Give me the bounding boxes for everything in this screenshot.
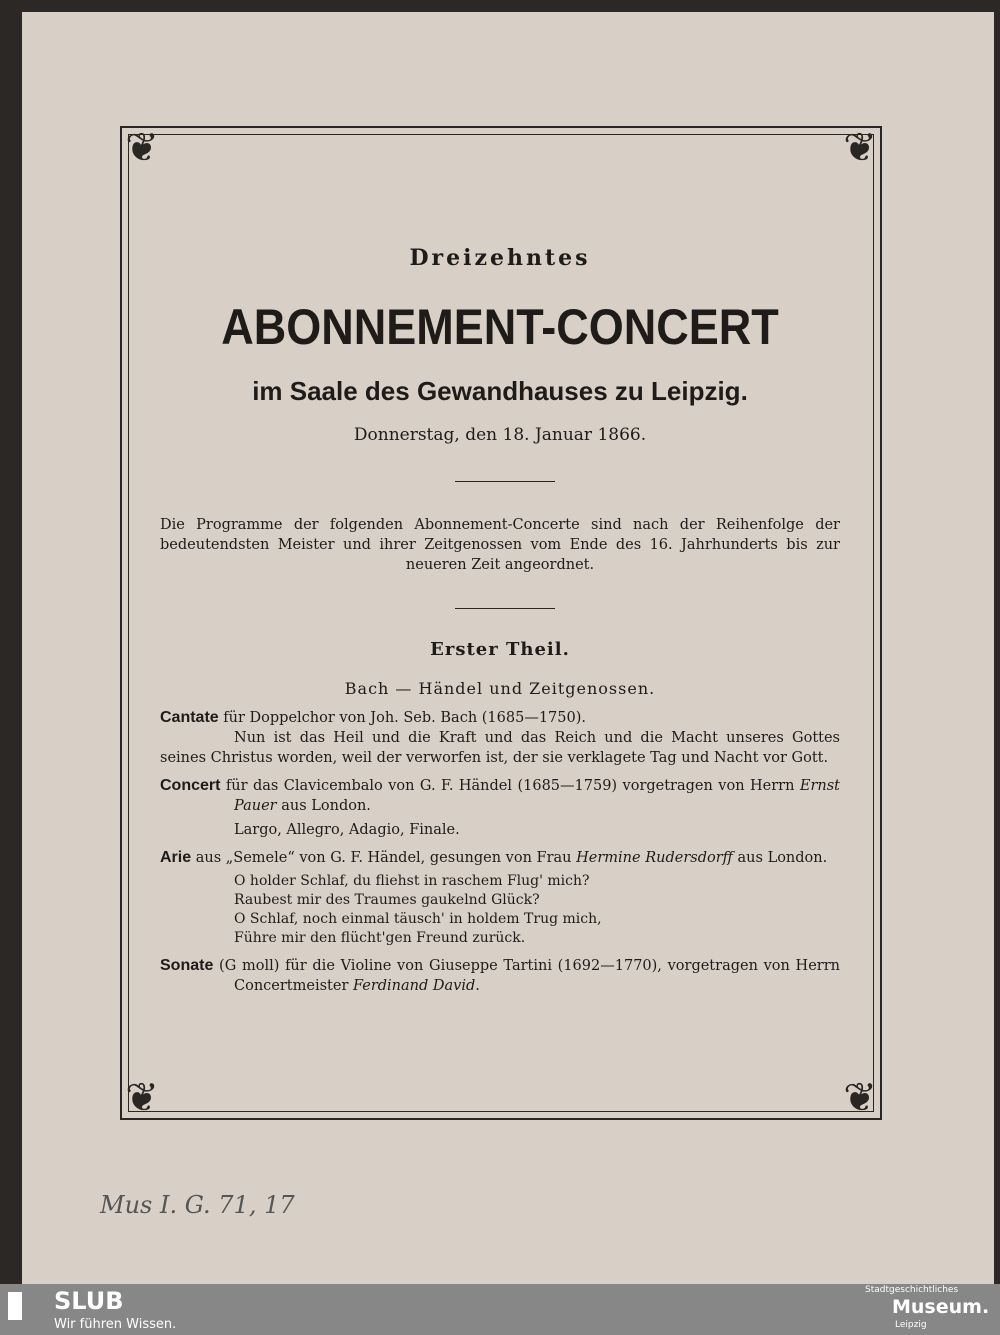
slub-book-icon — [8, 1292, 22, 1320]
part-title: Erster Theil. — [430, 639, 570, 660]
text: Ernst Pauer — [234, 778, 840, 814]
program-item — [160, 848, 840, 948]
corner-ornament-icon: ❦ — [843, 1075, 877, 1121]
text: aus London. — [732, 850, 828, 866]
divider — [455, 481, 555, 482]
text: Arie — [160, 849, 192, 866]
text: Concert — [160, 777, 221, 794]
text: (G moll) für die Violine von Giuseppe Tartini (1692—1770), vorgetragen von Herrn Concertmeister — [213, 958, 840, 994]
museum-city: Leipzig — [895, 1320, 927, 1330]
text: . — [475, 978, 480, 994]
program-item — [160, 956, 840, 996]
text: O Schlaf, noch einmal täusch' in holdem Trug mich, — [234, 911, 602, 927]
text: für Doppelchor von Joh. Seb. Bach (1685—1750). — [218, 710, 586, 726]
date: Donnerstag, den 18. Januar 1866. — [353, 425, 647, 445]
text: Ferdinand David — [352, 978, 476, 994]
text: aus London. — [276, 798, 371, 814]
slub-logo[interactable]: SLUB — [54, 1287, 124, 1315]
item-detail: Nun ist das Heil und die Kraft und das Reich und die Macht unseres Gottes seines Christus worden, weil der verworfen ist, der sie verklagete Tag und Nacht vor Gott. — [160, 730, 840, 766]
footer-bar — [0, 1284, 1000, 1335]
program-item — [160, 776, 840, 840]
text: Hermine Rudersdorff — [576, 850, 733, 866]
text: Sonate — [160, 957, 214, 974]
slub-tagline: Wir führen Wissen. — [54, 1317, 177, 1332]
program-item — [160, 708, 840, 768]
corner-ornament-icon: ❦ — [843, 125, 877, 171]
item-type: Cantate — [160, 709, 219, 726]
text: Raubest mir des Traumes gaukelnd Glück? — [234, 892, 540, 908]
venue: im Saale des Gewandhauses zu Leipzig. — [252, 376, 748, 406]
corner-ornament-icon: ❦ — [125, 125, 159, 171]
text: für das Clavicembalo von G. F. Händel (1685—1759) vorgetragen von Herrn — [220, 778, 800, 794]
item-detail: Largo, Allegro, Adagio, Finale. — [234, 822, 460, 838]
part-subtitle: Bach — Händel und Zeitgenossen. — [344, 679, 656, 698]
text: Führe mir den flücht'gen Freund zurück. — [234, 930, 526, 946]
corner-ornament-icon: ❦ — [125, 1075, 159, 1121]
museum-label: Stadtgeschichtliches — [865, 1285, 959, 1295]
divider — [455, 608, 555, 609]
text: aus „Semele“ von G. F. Händel, gesungen von Frau — [191, 850, 577, 866]
program-list — [160, 708, 840, 1004]
text: O holder Schlaf, du fliehst in raschem Flug' mich? — [234, 873, 590, 889]
heading-line1: Dreizehntes — [409, 245, 591, 271]
intro-text: Die Programme der folgenden Abonnement-Concerte sind nach der Reihenfolge der bedeutendsten Meister und ihrer Zeitgenossen vom Ende des 16. Jahrhunderts bis zur neueren Zeit angeordnet. — [160, 517, 840, 573]
page-title: ABONNEMENT-CONCERT — [221, 299, 779, 355]
handwritten-shelfmark: Mus I. G. 71, 17 — [100, 1191, 295, 1219]
museum-logo[interactable]: Museum. — [892, 1296, 990, 1318]
